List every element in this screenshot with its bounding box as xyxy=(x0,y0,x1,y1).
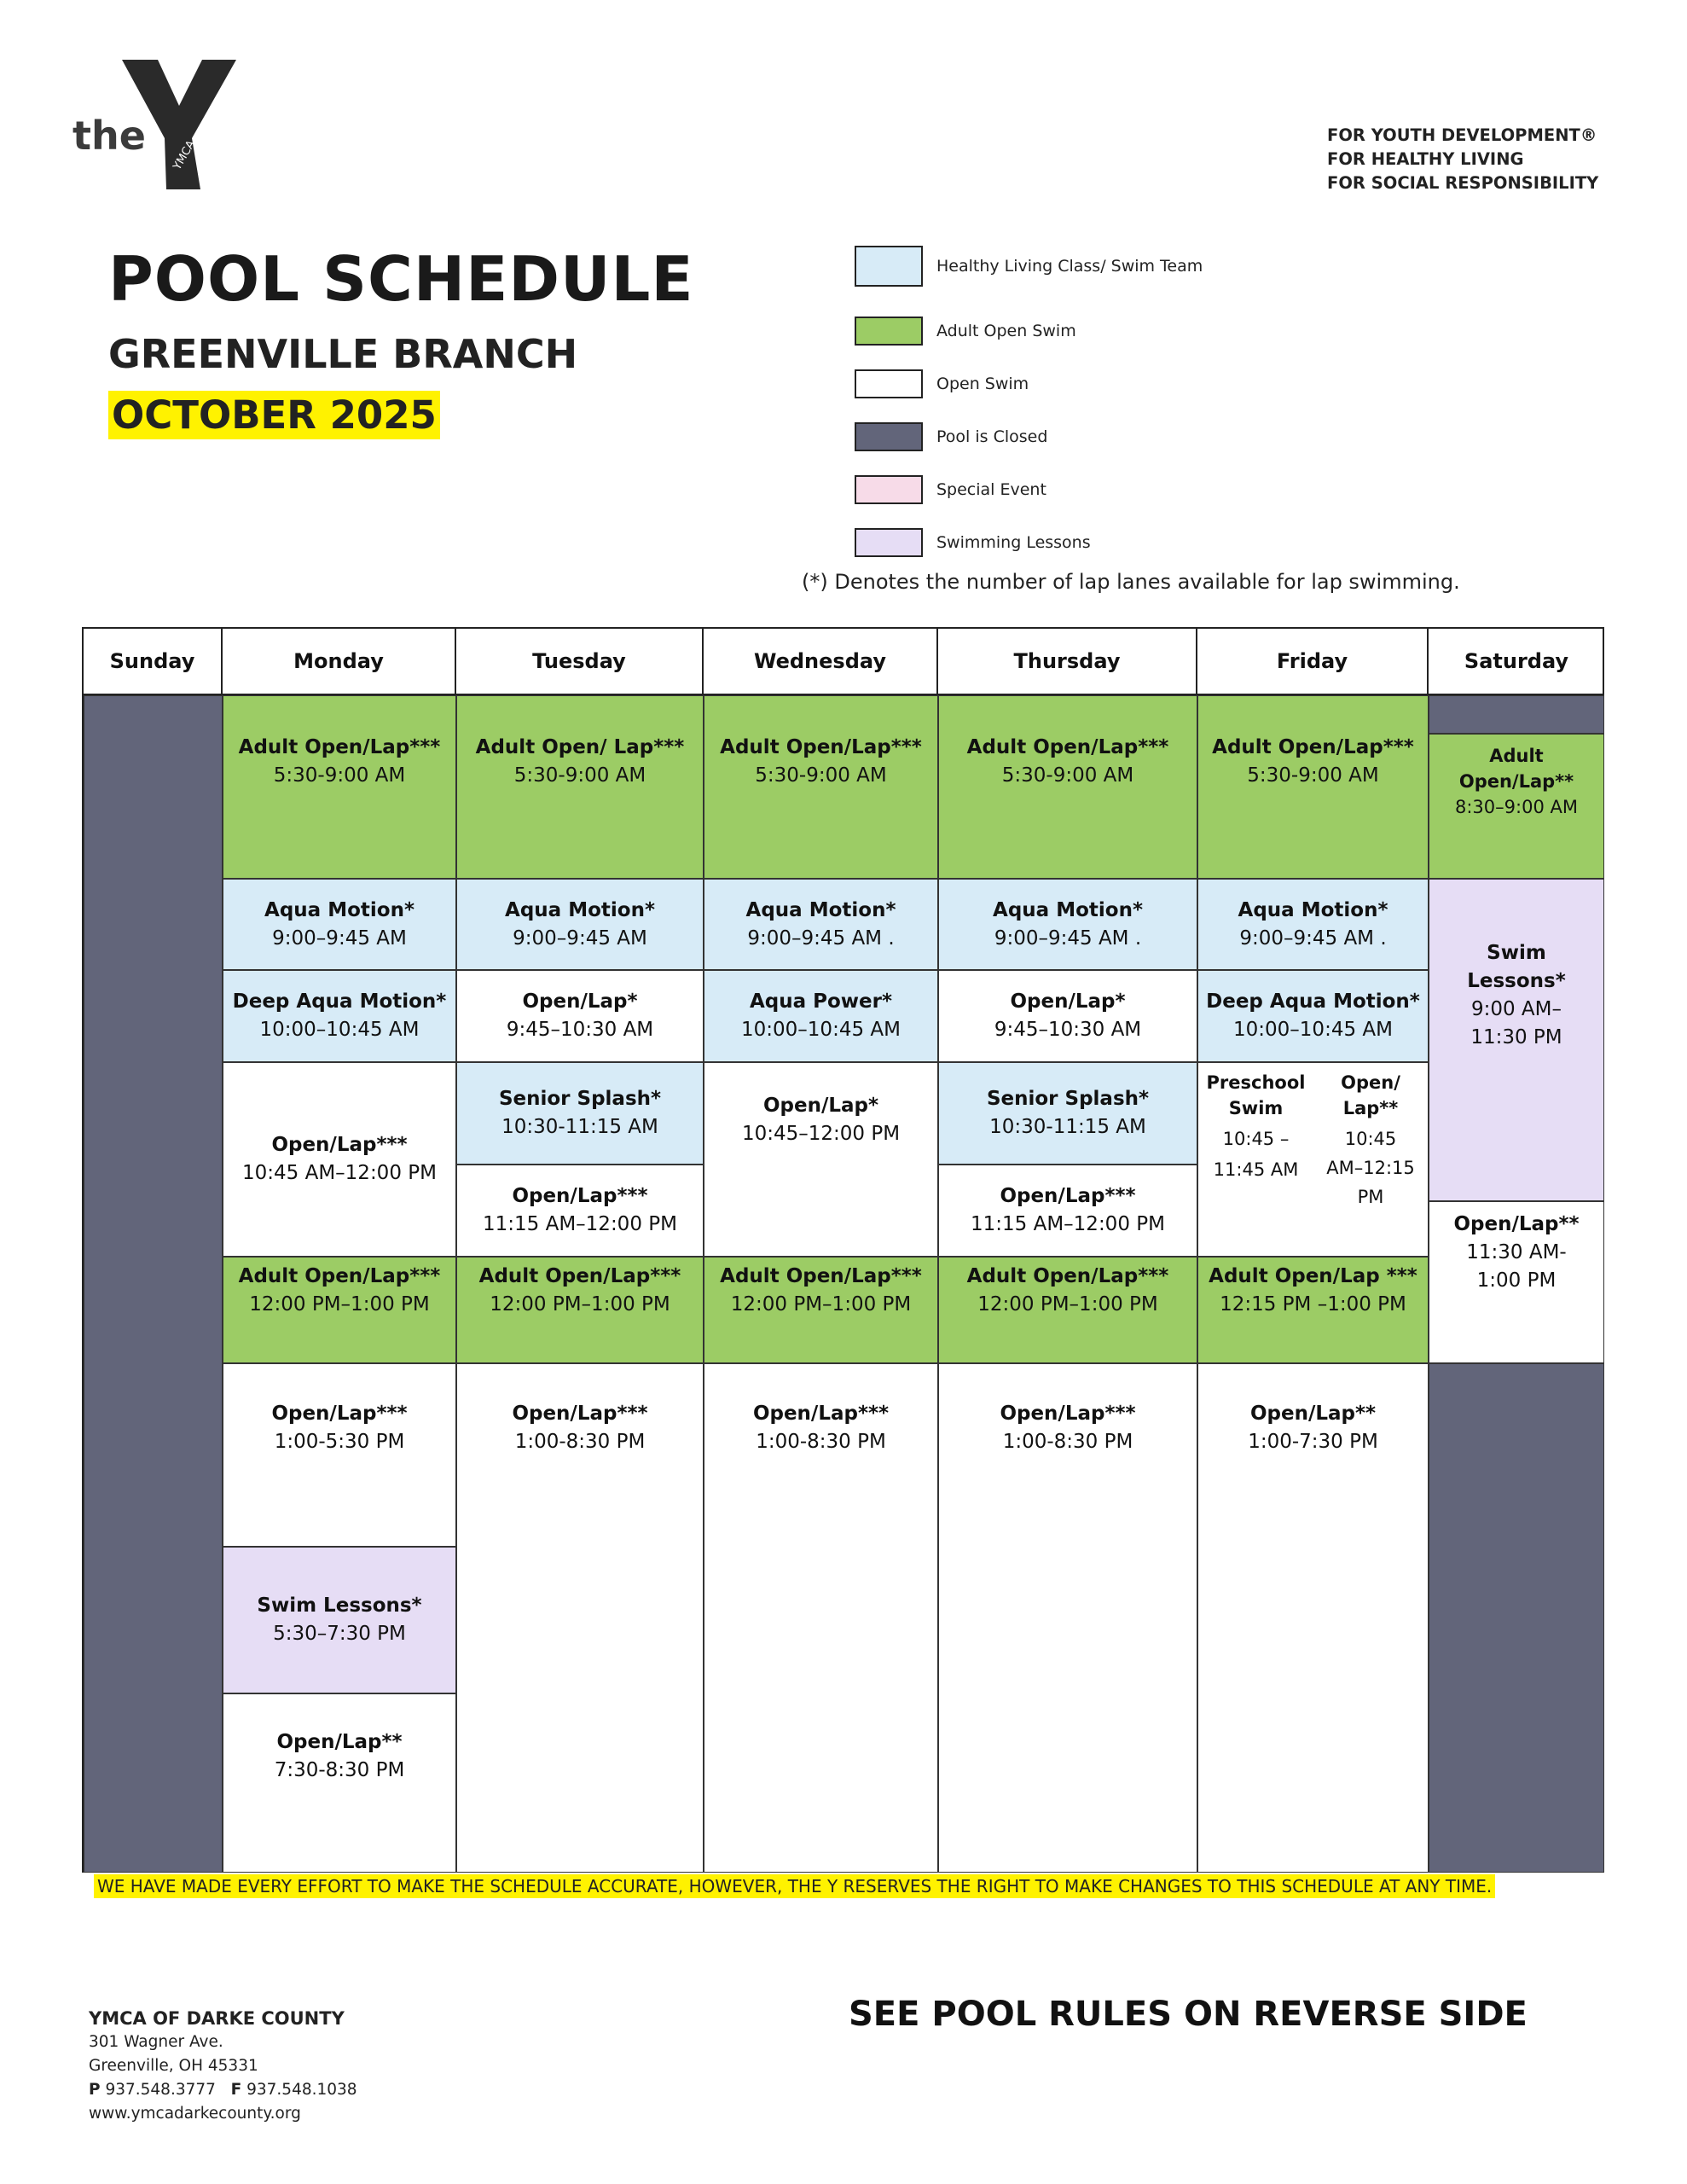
schedule-slot xyxy=(456,1257,704,1363)
slot-title: Adult Open/Lap*** xyxy=(966,736,1169,758)
slot-time: 10:00–10:45 AM xyxy=(1233,1019,1393,1041)
slot-time: 1:00 PM xyxy=(1476,1269,1557,1292)
slot-time: 9:00–9:45 AM . xyxy=(1239,926,1387,950)
slot-title: Adult Open/Lap*** xyxy=(478,1265,681,1287)
slot-title: Adult Open/Lap*** xyxy=(966,1265,1169,1287)
legend-item xyxy=(855,246,1203,287)
schedule-slot-open-lap xyxy=(1313,1062,1429,1257)
legend-item xyxy=(855,363,1029,404)
slot-title: Open/Lap*** xyxy=(512,1185,648,1207)
mission-statement xyxy=(1327,124,1598,195)
slot-title: Open/Lap*** xyxy=(752,1403,890,1425)
legend-label: Adult Open Swim xyxy=(936,322,1076,340)
slot-time: 9:45–10:30 AM xyxy=(994,1019,1142,1041)
slot-time: 5:30-9:00 AM xyxy=(513,764,646,787)
schedule-slot xyxy=(1429,879,1604,1201)
svg-text:YMCA: YMCA xyxy=(171,138,199,172)
schedule-slot xyxy=(938,970,1197,1062)
legend-swatch xyxy=(855,317,923,346)
mission-line: FOR HEALTHY LIVING xyxy=(1327,149,1524,169)
schedule-slot xyxy=(1197,1363,1429,1873)
slot-title: Preschool xyxy=(1206,1072,1306,1093)
slot-title: Open/Lap*** xyxy=(1000,1403,1136,1425)
slot-title: Open/Lap** xyxy=(1453,1213,1580,1235)
slot-time: 12:00 PM–1:00 PM xyxy=(730,1293,912,1316)
ymca-logo xyxy=(72,53,243,198)
sunday-closed-block xyxy=(84,695,223,1873)
schedule-slot xyxy=(456,970,704,1062)
legend-item xyxy=(855,416,1047,457)
page-title: POOL SCHEDULE xyxy=(108,243,694,315)
schedule-slot xyxy=(938,1363,1197,1873)
slot-time: 5:30-9:00 AM xyxy=(273,764,406,787)
mission-line: FOR YOUTH DEVELOPMENT® xyxy=(1327,125,1597,145)
schedule-slot xyxy=(1429,1201,1604,1363)
slot-time: 12:15 PM –1:00 PM xyxy=(1220,1293,1406,1316)
slot-time: 5:30-9:00 AM xyxy=(755,764,887,787)
slot-time: 12:00 PM–1:00 PM xyxy=(490,1293,670,1316)
legend-item xyxy=(855,469,1046,510)
schedule-slot xyxy=(938,1165,1197,1257)
phone-number: 937.548.3777 xyxy=(105,2081,216,2099)
slot-time: 10:45 – xyxy=(1222,1129,1290,1149)
legend-swatch xyxy=(855,369,923,398)
schedule-slot xyxy=(1197,695,1429,879)
header-friday: Friday xyxy=(1197,629,1429,695)
slot-time: 11:30 PM xyxy=(1470,1026,1562,1048)
header-tuesday: Tuesday xyxy=(456,629,704,695)
legend-label: Swimming Lessons xyxy=(936,533,1091,552)
slot-title: Open/Lap** xyxy=(1458,771,1574,792)
slot-title: Open/Lap*** xyxy=(512,1403,648,1425)
slot-title: Open/Lap*** xyxy=(1000,1185,1136,1207)
slot-title: Aqua Power* xyxy=(749,990,893,1013)
saturday-closed-block xyxy=(1429,1363,1604,1873)
slot-title: Swim Lessons* xyxy=(257,1594,422,1617)
schedule-slot xyxy=(704,1363,938,1873)
legend-swatch xyxy=(855,422,923,451)
schedule-slot xyxy=(456,695,704,879)
schedule-slot xyxy=(938,1257,1197,1363)
slot-title: Open/Lap* xyxy=(762,1095,879,1117)
slot-time: 8:30–9:00 AM xyxy=(1455,797,1578,817)
schedule-table xyxy=(82,627,1604,1873)
slot-time: 10:45 AM–12:00 PM xyxy=(242,1162,437,1184)
fax-label: F xyxy=(230,2081,242,2099)
legend-item xyxy=(855,522,1091,563)
slot-time: 1:00-8:30 PM xyxy=(756,1431,886,1453)
slot-time: 12:00 PM–1:00 PM xyxy=(977,1293,1158,1316)
schedule-slot xyxy=(456,879,704,970)
slot-title: Adult Open/Lap *** xyxy=(1209,1265,1417,1287)
schedule-slot xyxy=(456,1165,704,1257)
slot-title: Swim xyxy=(1487,942,1546,964)
slot-title: Deep Aqua Motion* xyxy=(232,990,447,1013)
saturday-closed-block xyxy=(1429,695,1604,734)
schedule-slot xyxy=(704,879,938,970)
legend-label: Special Event xyxy=(936,480,1046,499)
slot-time: 10:30-11:15 AM xyxy=(989,1116,1146,1138)
slot-title: Aqua Motion* xyxy=(745,898,896,921)
reverse-side-note: SEE POOL RULES ON REVERSE SIDE xyxy=(849,1995,1528,2034)
slot-title: Adult xyxy=(1489,746,1544,766)
slot-title: Open/ xyxy=(1341,1072,1400,1093)
slot-time: 12:00 PM–1:00 PM xyxy=(249,1293,430,1316)
slot-time: 9:00–9:45 AM . xyxy=(747,926,895,950)
schedule-slot xyxy=(704,695,938,879)
schedule-slot xyxy=(1197,879,1429,970)
slot-title: Aqua Motion* xyxy=(264,898,415,921)
slot-time: 1:00-5:30 PM xyxy=(274,1431,405,1453)
slot-title: Open/Lap* xyxy=(522,990,638,1013)
website-link[interactable]: www.ymcadarkecounty.org xyxy=(89,2105,301,2123)
legend-swatch xyxy=(855,246,923,287)
slot-title: Adult Open/Lap*** xyxy=(720,736,922,758)
schedule-slot xyxy=(1197,970,1429,1062)
slot-time: 10:45 xyxy=(1344,1129,1397,1149)
schedule-slot xyxy=(223,1363,456,1547)
schedule-month: OCTOBER 2025 xyxy=(108,391,440,439)
slot-title: Senior Splash* xyxy=(498,1088,662,1110)
schedule-slot xyxy=(938,1062,1197,1165)
slot-time: 5:30-9:00 AM xyxy=(1247,764,1379,787)
slot-title: Adult Open/Lap*** xyxy=(720,1265,922,1287)
slot-time: 9:00–9:45 AM xyxy=(272,926,407,950)
slot-title: Open/Lap*** xyxy=(271,1403,408,1425)
slot-time: 11:45 AM xyxy=(1213,1159,1299,1180)
schedule-disclaimer: WE HAVE MADE EVERY EFFORT TO MAKE THE SCHEDULE ACCURATE, HOWEVER, THE Y RESERVES THE RIGHT TO MAKE CHANGES TO THIS SCHEDULE AT ANY TIME. xyxy=(94,1874,1495,1898)
branch-name: GREENVILLE BRANCH xyxy=(108,331,578,377)
slot-title: Aqua Motion* xyxy=(1238,898,1388,921)
legend-label: Healthy Living Class/ Swim Team xyxy=(936,257,1203,276)
schedule-slot xyxy=(223,970,456,1062)
slot-time: 9:00 AM– xyxy=(1470,998,1562,1020)
schedule-slot xyxy=(704,1062,938,1257)
schedule-slot xyxy=(456,1363,704,1873)
slot-time: PM xyxy=(1357,1187,1384,1207)
mission-line: FOR SOCIAL RESPONSIBILITY xyxy=(1327,173,1599,193)
legend-item xyxy=(855,311,1076,351)
legend-label: Open Swim xyxy=(936,375,1029,393)
slot-time: 1:00-7:30 PM xyxy=(1248,1431,1378,1453)
schedule-slot xyxy=(456,1062,704,1165)
slot-title: Swim xyxy=(1228,1098,1284,1118)
schedule-slot xyxy=(1197,1257,1429,1363)
slot-time: 5:30–7:30 PM xyxy=(273,1623,406,1645)
schedule-slot xyxy=(1429,734,1604,879)
slot-title: Lap** xyxy=(1342,1098,1399,1118)
schedule-slot xyxy=(938,695,1197,879)
slot-time: 9:45–10:30 AM xyxy=(506,1019,654,1041)
slot-title: Adult Open/Lap*** xyxy=(238,736,441,758)
slot-time: 10:00–10:45 AM xyxy=(741,1019,901,1041)
legend-swatch xyxy=(855,475,923,504)
legend-swatch xyxy=(855,528,923,557)
slot-title: Open/Lap** xyxy=(276,1731,403,1753)
address-line: 301 Wagner Ave. xyxy=(89,2033,223,2051)
slot-title: Open/Lap* xyxy=(1010,990,1126,1013)
slot-time: 11:30 AM- xyxy=(1466,1241,1567,1263)
slot-title: Lessons* xyxy=(1467,970,1566,992)
phone-fax-line xyxy=(89,2078,357,2102)
header-saturday: Saturday xyxy=(1429,629,1604,695)
schedule-slot xyxy=(223,1062,456,1257)
slot-title: Open/Lap*** xyxy=(271,1134,408,1156)
slot-title: Aqua Motion* xyxy=(993,898,1143,921)
slot-time: 5:30-9:00 AM xyxy=(1001,764,1134,787)
logo-the-text: the xyxy=(72,113,146,159)
header-sunday: Sunday xyxy=(84,629,223,695)
schedule-slot xyxy=(223,879,456,970)
slot-time: 10:30-11:15 AM xyxy=(501,1116,658,1138)
schedule-slot-preschool xyxy=(1197,1062,1313,1257)
lap-lane-note: (*) Denotes the number of lap lanes available for lap swimming. xyxy=(802,570,1460,594)
slot-time: 11:15 AM–12:00 PM xyxy=(483,1213,677,1235)
schedule-slot xyxy=(223,1693,456,1873)
schedule-slot xyxy=(938,879,1197,970)
slot-time: 1:00-8:30 PM xyxy=(1002,1431,1133,1453)
slot-time: 7:30-8:30 PM xyxy=(274,1759,405,1781)
slot-time: 10:00–10:45 AM xyxy=(259,1019,420,1041)
slot-title: Deep Aqua Motion* xyxy=(1206,990,1420,1013)
slot-time: 9:00–9:45 AM . xyxy=(994,926,1142,950)
address-line: Greenville, OH 45331 xyxy=(89,2057,258,2075)
footer-contact xyxy=(89,2007,357,2126)
schedule-slot xyxy=(704,970,938,1062)
header-monday: Monday xyxy=(223,629,456,695)
slot-time: 10:45–12:00 PM xyxy=(741,1123,901,1145)
slot-title: Adult Open/ Lap*** xyxy=(475,736,685,758)
slot-title: Open/Lap** xyxy=(1249,1403,1377,1425)
schedule-slot xyxy=(223,695,456,879)
ymca-y-mark-icon xyxy=(72,53,243,198)
phone-label: P xyxy=(89,2081,101,2099)
slot-time: 11:15 AM–12:00 PM xyxy=(971,1213,1165,1235)
header-wednesday: Wednesday xyxy=(704,629,938,695)
fax-number: 937.548.1038 xyxy=(246,2081,357,2099)
slot-time: AM–12:15 xyxy=(1326,1158,1415,1178)
slot-time: 9:00–9:45 AM xyxy=(513,926,647,950)
schedule-slot xyxy=(223,1547,456,1693)
schedule-slot xyxy=(704,1257,938,1363)
slot-title: Senior Splash* xyxy=(986,1088,1150,1110)
schedule-slot xyxy=(223,1257,456,1363)
slot-title: Adult Open/Lap*** xyxy=(238,1265,441,1287)
slot-time: 1:00-8:30 PM xyxy=(514,1431,646,1453)
legend-label: Pool is Closed xyxy=(936,427,1048,446)
slot-title: Aqua Motion* xyxy=(505,898,655,921)
org-name: YMCA OF DARKE COUNTY xyxy=(89,2008,345,2029)
header-thursday: Thursday xyxy=(938,629,1197,695)
slot-title: Adult Open/Lap*** xyxy=(1212,736,1414,758)
